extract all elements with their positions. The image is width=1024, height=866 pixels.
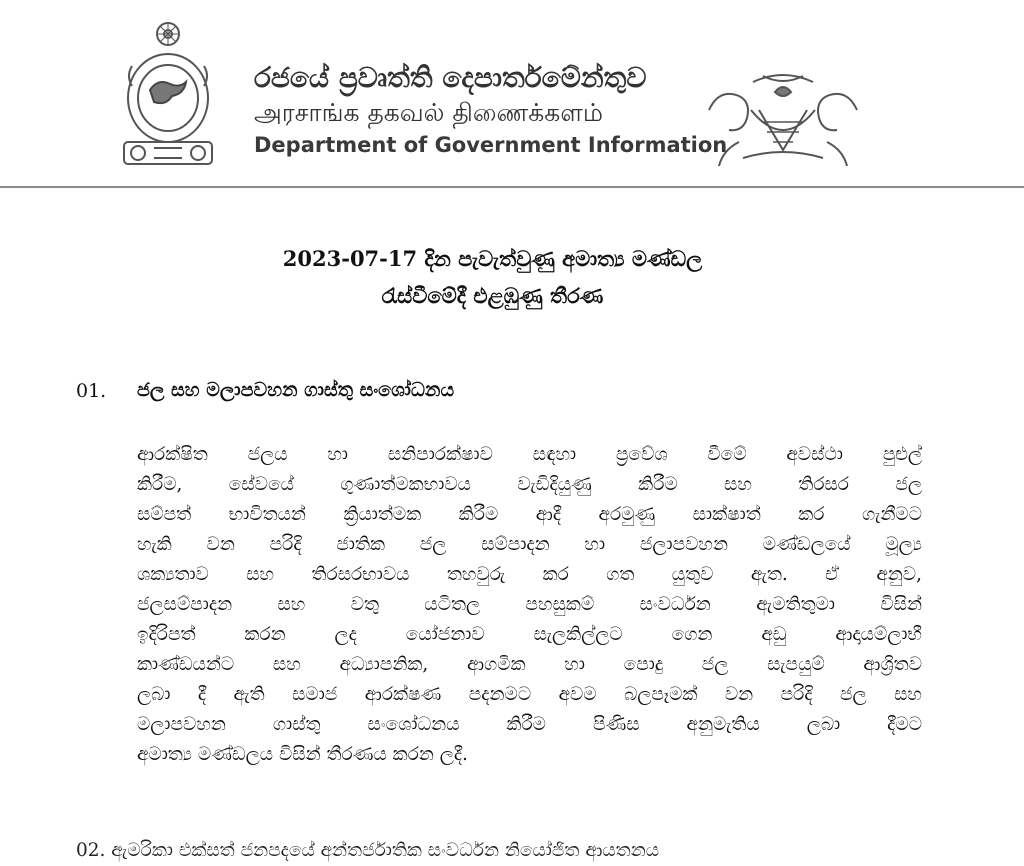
- next-section-partial-line: 02. ඇමරිකා එක්සත් ජනපදයේ අන්තර්ජාතික සංවර්ධන නියෝජිත ආයතනය: [76, 840, 660, 861]
- document-title-line-1: 2023-07-17 දින පැවැත්වුණු අමාත්‍ය මණ්ඩල: [282, 246, 703, 271]
- paragraph-line: කිරීම, සේවයේ ගුණාත්මකභාවය වැඩිදියුණු කිරීම සහ තිරසර ජල: [137, 474, 922, 495]
- dept-name-english: Department of Government Information: [254, 133, 728, 157]
- document-title-line-2: රැස්වීමේදී එළඹුණු තීරණ: [381, 283, 604, 308]
- dept-name-tamil: அரசாங்க தகவல் திணைக்களம்: [254, 98, 603, 127]
- traditional-ornament-icon: [703, 70, 863, 170]
- section-paragraph: [137, 440, 922, 770]
- letterhead: [0, 0, 1024, 186]
- paragraph-line: ආරක්ෂිත ජලය හා සනිපාරක්ෂාව සඳහා ප්‍රවේශ වීමේ අවස්ථා පුළුල්: [137, 444, 922, 465]
- paragraph-line: ශක්‍යතාව සහ තිරසරභාවය තහවුරු කර ගත යුතුව ඇත. ඒ අනුව,: [137, 564, 922, 585]
- paragraph-line: ජලසම්පාදන සහ වතු යටිතල පහසුකම් සංවර්ධන ඇමතිතුමා විසින්: [137, 594, 922, 615]
- dept-name-sinhala: රජයේ ප්‍රවෘත්ති දෙපාර්තමේන්තුව: [254, 61, 647, 94]
- section-number: 01.: [76, 380, 107, 402]
- paragraph-line: ලබා දී ඇති සමාජ ආරක්ෂණ පදනමට අවම බලපෑමක් වන පරිදි ජල සහ: [137, 684, 922, 705]
- paragraph-line: හැකි වන පරිදි ජාතික ජල සම්පාදන හා ජලාපවහන මණ්ඩලයේ මූල්‍ය: [137, 534, 922, 555]
- paragraph-line: අමාත්‍ය මණ්ඩලය විසින් තීරණය කරන ලදී.: [137, 744, 468, 765]
- section-heading: ජල සහ මලාපවහන ගාස්තු සංශෝධනය: [137, 379, 455, 401]
- paragraph-line: මලාපවහන ගාස්තු සංශෝධනය කිරීම පිණිස අනුමැතිය ලබා දීමට: [137, 714, 922, 735]
- sri-lanka-state-emblem-icon: [120, 18, 216, 170]
- paragraph-line: ඉදිරිපත් කරන ලද යෝජනාව සැලකිල්ලට ගෙන අඩු ආදායම්ලාභී: [137, 624, 922, 645]
- paragraph-line: සම්පත් භාවිතයන් ක්‍රියාත්මක කිරීම ආදී අරමුණු සාක්ෂාත් කර ගැනීමට: [137, 504, 922, 525]
- paragraph-line: කාණ්ඩයන්ට සහ අධ්‍යාපනික, ආගමික හා පොදු ජල සැපයුම් ආශ්‍රිතව: [137, 654, 922, 675]
- header-divider: [0, 186, 1024, 188]
